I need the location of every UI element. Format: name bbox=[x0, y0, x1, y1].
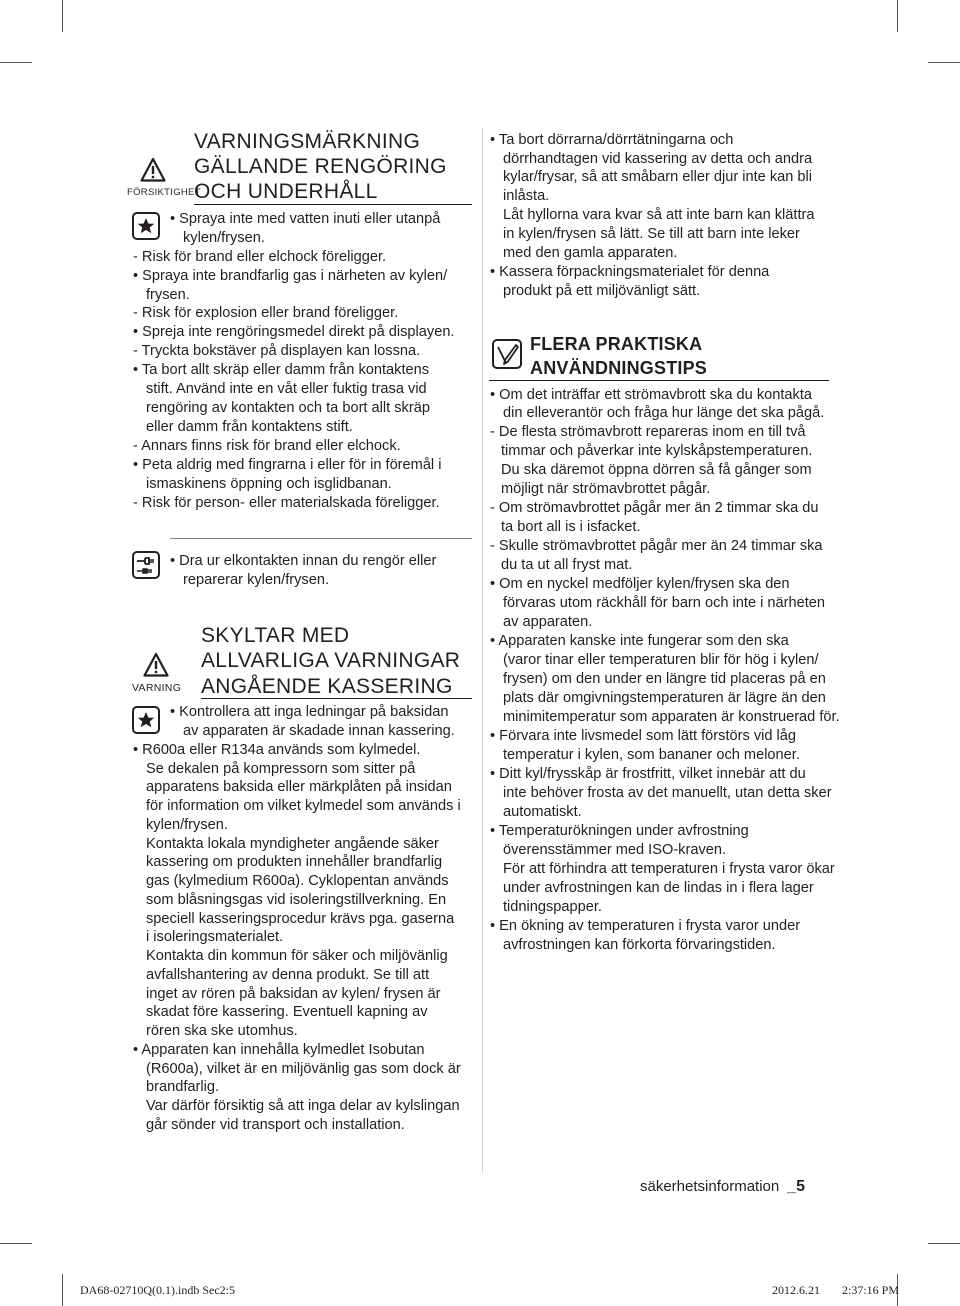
text-line: dörrhandtagen vid kassering av detta och andra bbox=[503, 151, 813, 167]
text-line: plats där omgivningstemperaturen är lägre än den bbox=[503, 690, 826, 706]
section-heading-line: SKYLTAR MED bbox=[201, 624, 350, 647]
text-line: - Om strömavbrottet pågår mer än 2 timmar ska du bbox=[490, 500, 819, 516]
text-line: inte behöver frosta av det manuellt, utan detta sker bbox=[503, 785, 832, 801]
text-line: Kontakta din kommun för säker och miljövänlig bbox=[146, 948, 448, 964]
text-line: med den gamla apparaten. bbox=[503, 245, 678, 261]
text-line: avfrostningen kan förkorta förvaringstiden. bbox=[503, 937, 776, 953]
text-line: • Ta bort allt skräp eller damm från kontaktens bbox=[133, 362, 430, 378]
text-line: rengöring av kontakten och ta bort allt skräp bbox=[146, 400, 430, 416]
section-heading-line: ANGÅENDE KASSERING bbox=[201, 675, 453, 698]
footer-section-name: säkerhetsinformation bbox=[640, 1178, 780, 1195]
text-line: • En ökning av temperaturen i frysta varor under bbox=[490, 918, 801, 934]
text-line: • Dra ur elkontakten innan du rengör eller bbox=[170, 553, 437, 569]
section-heading-line: ANVÄNDNINGSTIPS bbox=[530, 358, 708, 378]
heading-underline bbox=[489, 380, 829, 381]
text-line: Var därför försiktig så att inga delar av kylslingan bbox=[146, 1098, 460, 1114]
text-line: kassering om produkten innehåller brandfarlig bbox=[146, 854, 443, 870]
crop-mark bbox=[928, 62, 960, 63]
caution-label: FÖRSIKTIGHET bbox=[127, 187, 201, 198]
text-line: För att förhindra att temperaturen i frysta varor ökar bbox=[503, 861, 835, 877]
text-line: skadat före kassering. Eventuell kapning av bbox=[146, 1004, 428, 1020]
text-line: reparerar kylen/frysen. bbox=[183, 572, 329, 588]
text-line: av apparaten. bbox=[503, 614, 593, 630]
text-line: • Förvara inte livsmedel som lätt förstörs vid låg bbox=[490, 728, 797, 744]
star-box-icon bbox=[132, 212, 160, 240]
text-line: • R600a eller R134a används som kylmedel. bbox=[133, 742, 421, 758]
text-line: som blåsningsgas vid isoleringstillverkning. En bbox=[146, 892, 447, 908]
text-line: Du ska däremot öppna dörren så få gånger som bbox=[501, 462, 812, 478]
warning-triangle-icon bbox=[143, 652, 169, 678]
divider-line bbox=[170, 538, 472, 539]
text-line: produkt på ett miljövänligt sätt. bbox=[503, 283, 701, 299]
text-line: ta bort all is i isfacket. bbox=[501, 519, 641, 535]
text-line: - Risk för person- eller materialskada föreligger. bbox=[133, 495, 440, 511]
text-line: - Tryckta bokstäver på displayen kan lossna. bbox=[133, 343, 421, 359]
text-line: förvaras utom räckhåll för barn och inte i närheten bbox=[503, 595, 826, 611]
caution-triangle-icon bbox=[140, 157, 166, 183]
heading-underline bbox=[194, 204, 472, 205]
section-heading-line: OCH UNDERHÅLL bbox=[194, 180, 378, 203]
text-line: • Apparaten kanske inte fungerar som den ska bbox=[490, 633, 789, 649]
text-line: frysen. bbox=[146, 287, 190, 303]
crop-mark bbox=[897, 0, 898, 32]
text-line: (varor tinar eller temperaturen blir för hög i kylen/ bbox=[503, 652, 819, 668]
page-footer bbox=[640, 1178, 805, 1196]
section-heading-line: ALLVARLIGA VARNINGAR bbox=[201, 649, 461, 672]
pencil-box-icon bbox=[492, 339, 522, 369]
text-line: Se dekalen på kompressorn som sitter på bbox=[146, 761, 416, 777]
text-line: brandfarlig. bbox=[146, 1079, 220, 1095]
text-line: av apparaten är skadade innan kassering. bbox=[183, 723, 455, 739]
text-line: Låt hyllorna vara kvar så att inte barn kan klättra bbox=[503, 207, 815, 223]
text-line: kylar/frysar, så att småbarn eller djur inte kan bli bbox=[503, 169, 813, 185]
crop-mark bbox=[0, 62, 32, 63]
crop-mark bbox=[0, 1243, 32, 1244]
heading-underline bbox=[201, 698, 472, 699]
section-heading-line: GÄLLANDE RENGÖRING bbox=[194, 155, 447, 178]
text-line: går sönder vid transport och installation. bbox=[146, 1117, 405, 1133]
text-line: för information om vilket kylmedel som används i bbox=[146, 798, 461, 814]
star-box-icon bbox=[132, 706, 160, 734]
print-date: 2012.6.21 bbox=[772, 1283, 820, 1297]
text-line: avfallshantering av denna produkt. Se till att bbox=[146, 967, 430, 983]
text-line: • Temperaturökningen under avfrostning bbox=[490, 823, 749, 839]
crop-mark bbox=[62, 1274, 63, 1306]
text-line: • Spreja inte rengöringsmedel direkt på displayen. bbox=[133, 324, 455, 340]
text-line: • Ditt kyl/frysskåp är frostfritt, vilket innebär att du bbox=[490, 766, 806, 782]
column-divider bbox=[482, 128, 483, 1173]
text-line: automatiskt. bbox=[503, 804, 582, 820]
text-line: gas (kylmedium R600a). Cyklopentan används bbox=[146, 873, 449, 889]
page-number: _5 bbox=[787, 1178, 806, 1195]
text-line: frysen) om den under en längre tid placeras på en bbox=[503, 671, 826, 687]
text-line: • Spraya inte brandfarlig gas i närheten av kylen/ bbox=[133, 268, 448, 284]
text-line: • Om det inträffar ett strömavbrott ska du kontakta bbox=[490, 387, 812, 403]
text-line: i isoleringsmaterialet. bbox=[146, 929, 284, 945]
text-line: - Skulle strömavbrottet pågår mer än 24 timmar ska bbox=[490, 538, 823, 554]
text-line: ismaskinens öppning och isglidbanan. bbox=[146, 476, 392, 492]
text-line: - De flesta strömavbrott repareras inom en till två bbox=[490, 424, 806, 440]
text-line: minimitemperatur som apparaten är konstruerad för. bbox=[503, 709, 840, 725]
section-heading-line: VARNINGSMÄRKNING bbox=[194, 130, 421, 153]
text-line: (R600a), vilket är en miljövänlig gas som dock är bbox=[146, 1061, 461, 1077]
crop-mark bbox=[928, 1243, 960, 1244]
text-line: temperatur i kylen, som bananer och meloner. bbox=[503, 747, 800, 763]
text-line: överensstämmer med ISO-kraven. bbox=[503, 842, 727, 858]
text-line: din elleverantör och fråga hur länge det ska pågå. bbox=[503, 405, 825, 421]
text-line: inlåsta. bbox=[503, 188, 550, 204]
text-line: • Spraya inte med vatten inuti eller utanpå bbox=[170, 211, 441, 227]
text-line: timmar och påverkar inte kylskåpstemperaturen. bbox=[501, 443, 813, 459]
text-line: inget av rören på baksidan av kylen/ frysen är bbox=[146, 986, 441, 1002]
text-line: du ta ut all fryst mat. bbox=[501, 557, 633, 573]
text-line: speciell kasseringsprocedur krävs pga. gaserna bbox=[146, 911, 455, 927]
print-time: 2:37:16 PM bbox=[842, 1283, 900, 1297]
text-line: • Om en nyckel medföljer kylen/frysen ska den bbox=[490, 576, 790, 592]
unplug-box-icon bbox=[132, 551, 160, 579]
text-line: - Risk för brand eller elchock föreligger. bbox=[133, 249, 387, 265]
text-line: in kylen/frysen så lätt. Se till att barn inte leker bbox=[503, 226, 800, 242]
print-file-info: DA68-02710Q(0.1).indb Sec2:5 bbox=[80, 1283, 235, 1297]
text-line: stift. Använd inte en våt eller fuktig trasa vid bbox=[146, 381, 427, 397]
text-line: möjligt när strömavbrottet pågår. bbox=[501, 481, 711, 497]
section-heading-line: FLERA PRAKTISKA bbox=[530, 334, 703, 354]
text-line: kylen/frysen. bbox=[183, 230, 265, 246]
text-line: rören ska ske utomhus. bbox=[146, 1023, 298, 1039]
text-line: kylen/frysen. bbox=[146, 817, 228, 833]
crop-mark bbox=[62, 0, 63, 32]
warning-label: VARNING bbox=[132, 682, 182, 694]
text-line: Kontakta lokala myndigheter angående säker bbox=[146, 836, 439, 852]
text-line: under avfrostningen kan de lindas in i flera lager bbox=[503, 880, 814, 896]
text-line: • Kontrollera att inga ledningar på baksidan bbox=[170, 704, 449, 720]
text-line: • Kassera förpackningsmaterialet för denna bbox=[490, 264, 770, 280]
text-line: - Risk för explosion eller brand föreligger. bbox=[133, 305, 399, 321]
text-line: - Annars finns risk för brand eller elchock. bbox=[133, 438, 401, 454]
text-line: apparatens baksida eller märkplåten på insidan bbox=[146, 779, 452, 795]
text-line: • Apparaten kan innehålla kylmedlet Isobutan bbox=[133, 1042, 425, 1058]
text-line: • Ta bort dörrarna/dörrtätningarna och bbox=[490, 132, 734, 148]
text-line: tidningspapper. bbox=[503, 899, 602, 915]
text-line: eller damm från kontaktens stift. bbox=[146, 419, 353, 435]
text-line: • Peta aldrig med fingrarna i eller för in föremål i bbox=[133, 457, 442, 473]
